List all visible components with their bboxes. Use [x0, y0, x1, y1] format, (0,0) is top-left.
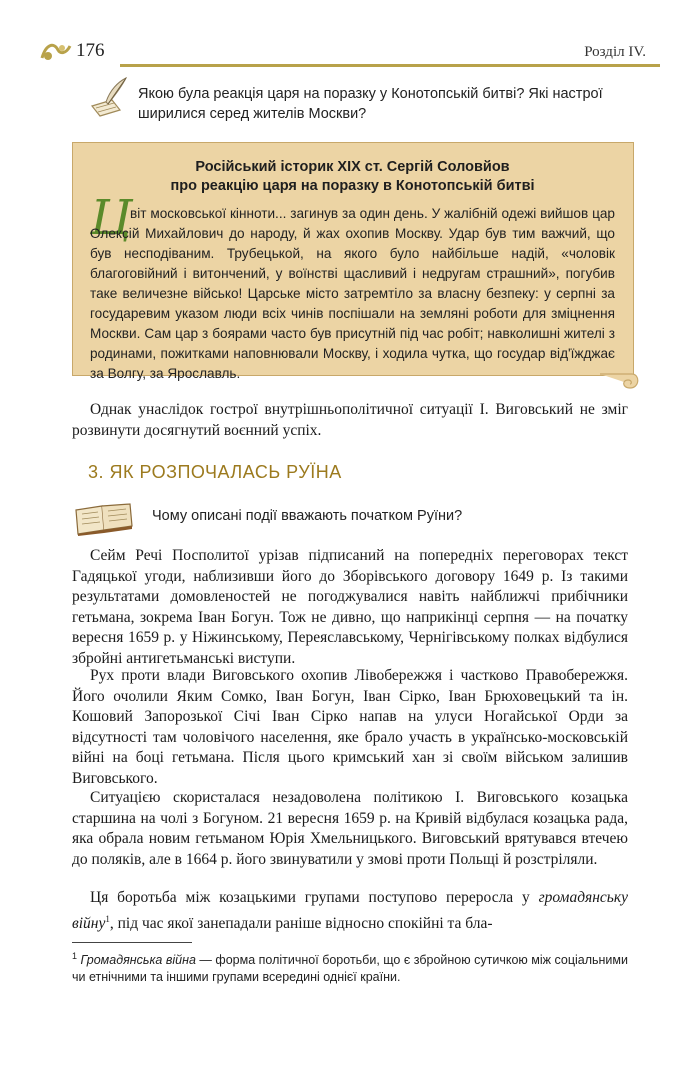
paragraph-1: Сейм Речі Посполитої урізав підписаний на попередніх переговорах текст Гадяцької угоди, наблизивши його до Зборівського договору 1649 р. Із такими результатами домовленостей не погоджувалися навіть найближчі прибічники гетьмана, зокрема Іван Богун. Тож не дивно, що наприкінці серпня — на початку вересня 1659 р. у Ніжинському, Переяславському, Чернігівському полках відбулися збройні антигетьманські виступи. [72, 547, 628, 667]
paragraph-4-start: Ця боротьба між козацькими групами поступово переросла у [90, 889, 539, 906]
header-rule [120, 64, 660, 67]
paragraph-4 [72, 888, 628, 934]
source-dropcap: Ц [90, 190, 132, 246]
footnote-text: — форма політичної боротьби, що є збройною сутичкою між соціальними чи етнічними та іншими групами всередині однієї країни. [72, 953, 628, 985]
footnote [72, 948, 628, 986]
footnote-term: Громадянська війна [80, 953, 196, 968]
page-header [40, 38, 660, 68]
paragraph-4-end: , під час якої занепадали раніше відносно спокійні та бла- [109, 914, 493, 932]
question-1: Якою була реакція царя на поразку у Конотопській битві? Які настрої ширилися серед жителів Москви? [138, 86, 603, 122]
footnote-rule [72, 942, 192, 943]
section-heading: 3. ЯК РОЗПОЧАЛАСЬ РУЇНА [88, 462, 342, 482]
paragraph-after-source: Однак унаслідок гострої внутрішньополітичної ситуації І. Виговський не зміг розвинути досягнутий воєнний успіх. [72, 401, 628, 439]
paragraph-3: Ситуацією скористалася незадоволена політикою І. Виговського козацька старшина на чолі з Богуном. 21 вересня 1659 р. на Кривій відбулася козацька рада, яка обрала новим гетьманом Юрія Хмельницького. Виговський врятувався втечею до поляків, але в 1664 р. його звинуватили у змові проти Польщі й розстріляли. [72, 789, 628, 868]
quill-scroll-icon [86, 76, 130, 120]
source-title-line-1: Російський історик XIX ст. Сергій Соловйов [195, 159, 510, 175]
source-title [90, 158, 615, 196]
paragraph-4-term: громадянську війну [72, 889, 628, 932]
footnote-ref: 1 [105, 913, 110, 924]
source-title-line-2: про реакцію царя на поразку в Конотопській битві [170, 178, 535, 194]
ornament-icon [40, 38, 72, 64]
open-book-icon [72, 500, 136, 536]
source-text: віт московської кінноти... загинув за один день. У жалібній одежі вийшов цар Олексій Михайлович до народу, й жах охопив Москву. Удар був тим важчий, що був несподіваним. Трубецькой, на якого було найбільше надій, «чоловік благоговійний і витончений, у воїнстві щасливий і недругам страшний», погубив таке величезне військо! Царське місто затремтіло за власну безпеку: у серпні за государевим указом люди всіх чинів поспішали на земляні роботи для зміцнення Москви. Сам цар з боярами часто був присутній під час робіт; навколишні жителі з родинами, пожитками наповнювали Москву, і ходила чутка, що государ від'їжджає за Волгу, за Ярославль. [90, 206, 615, 381]
question-2: Чому описані події вважають початком Руїни? [152, 508, 463, 524]
section-label: Розділ IV. [584, 44, 646, 60]
paragraph-2: Рух проти влади Виговського охопив Лівобережжя і частково Правобережжя. Його очолили Яким Сомко, Іван Богун, Іван Сірко, Іван Брюховецький та ін. Кошовий Запорозької Січі Іван Сірко напав на улуси Ногайської Орди за відсутності там чоловічого населення, яке брало участь в українсько-московській війні на боці гетьмана. Після цього кримський хан зі своїм військом залишив Виговського. [72, 667, 628, 787]
footnote-number: 1 [72, 951, 78, 961]
page-number: 176 [76, 40, 105, 61]
